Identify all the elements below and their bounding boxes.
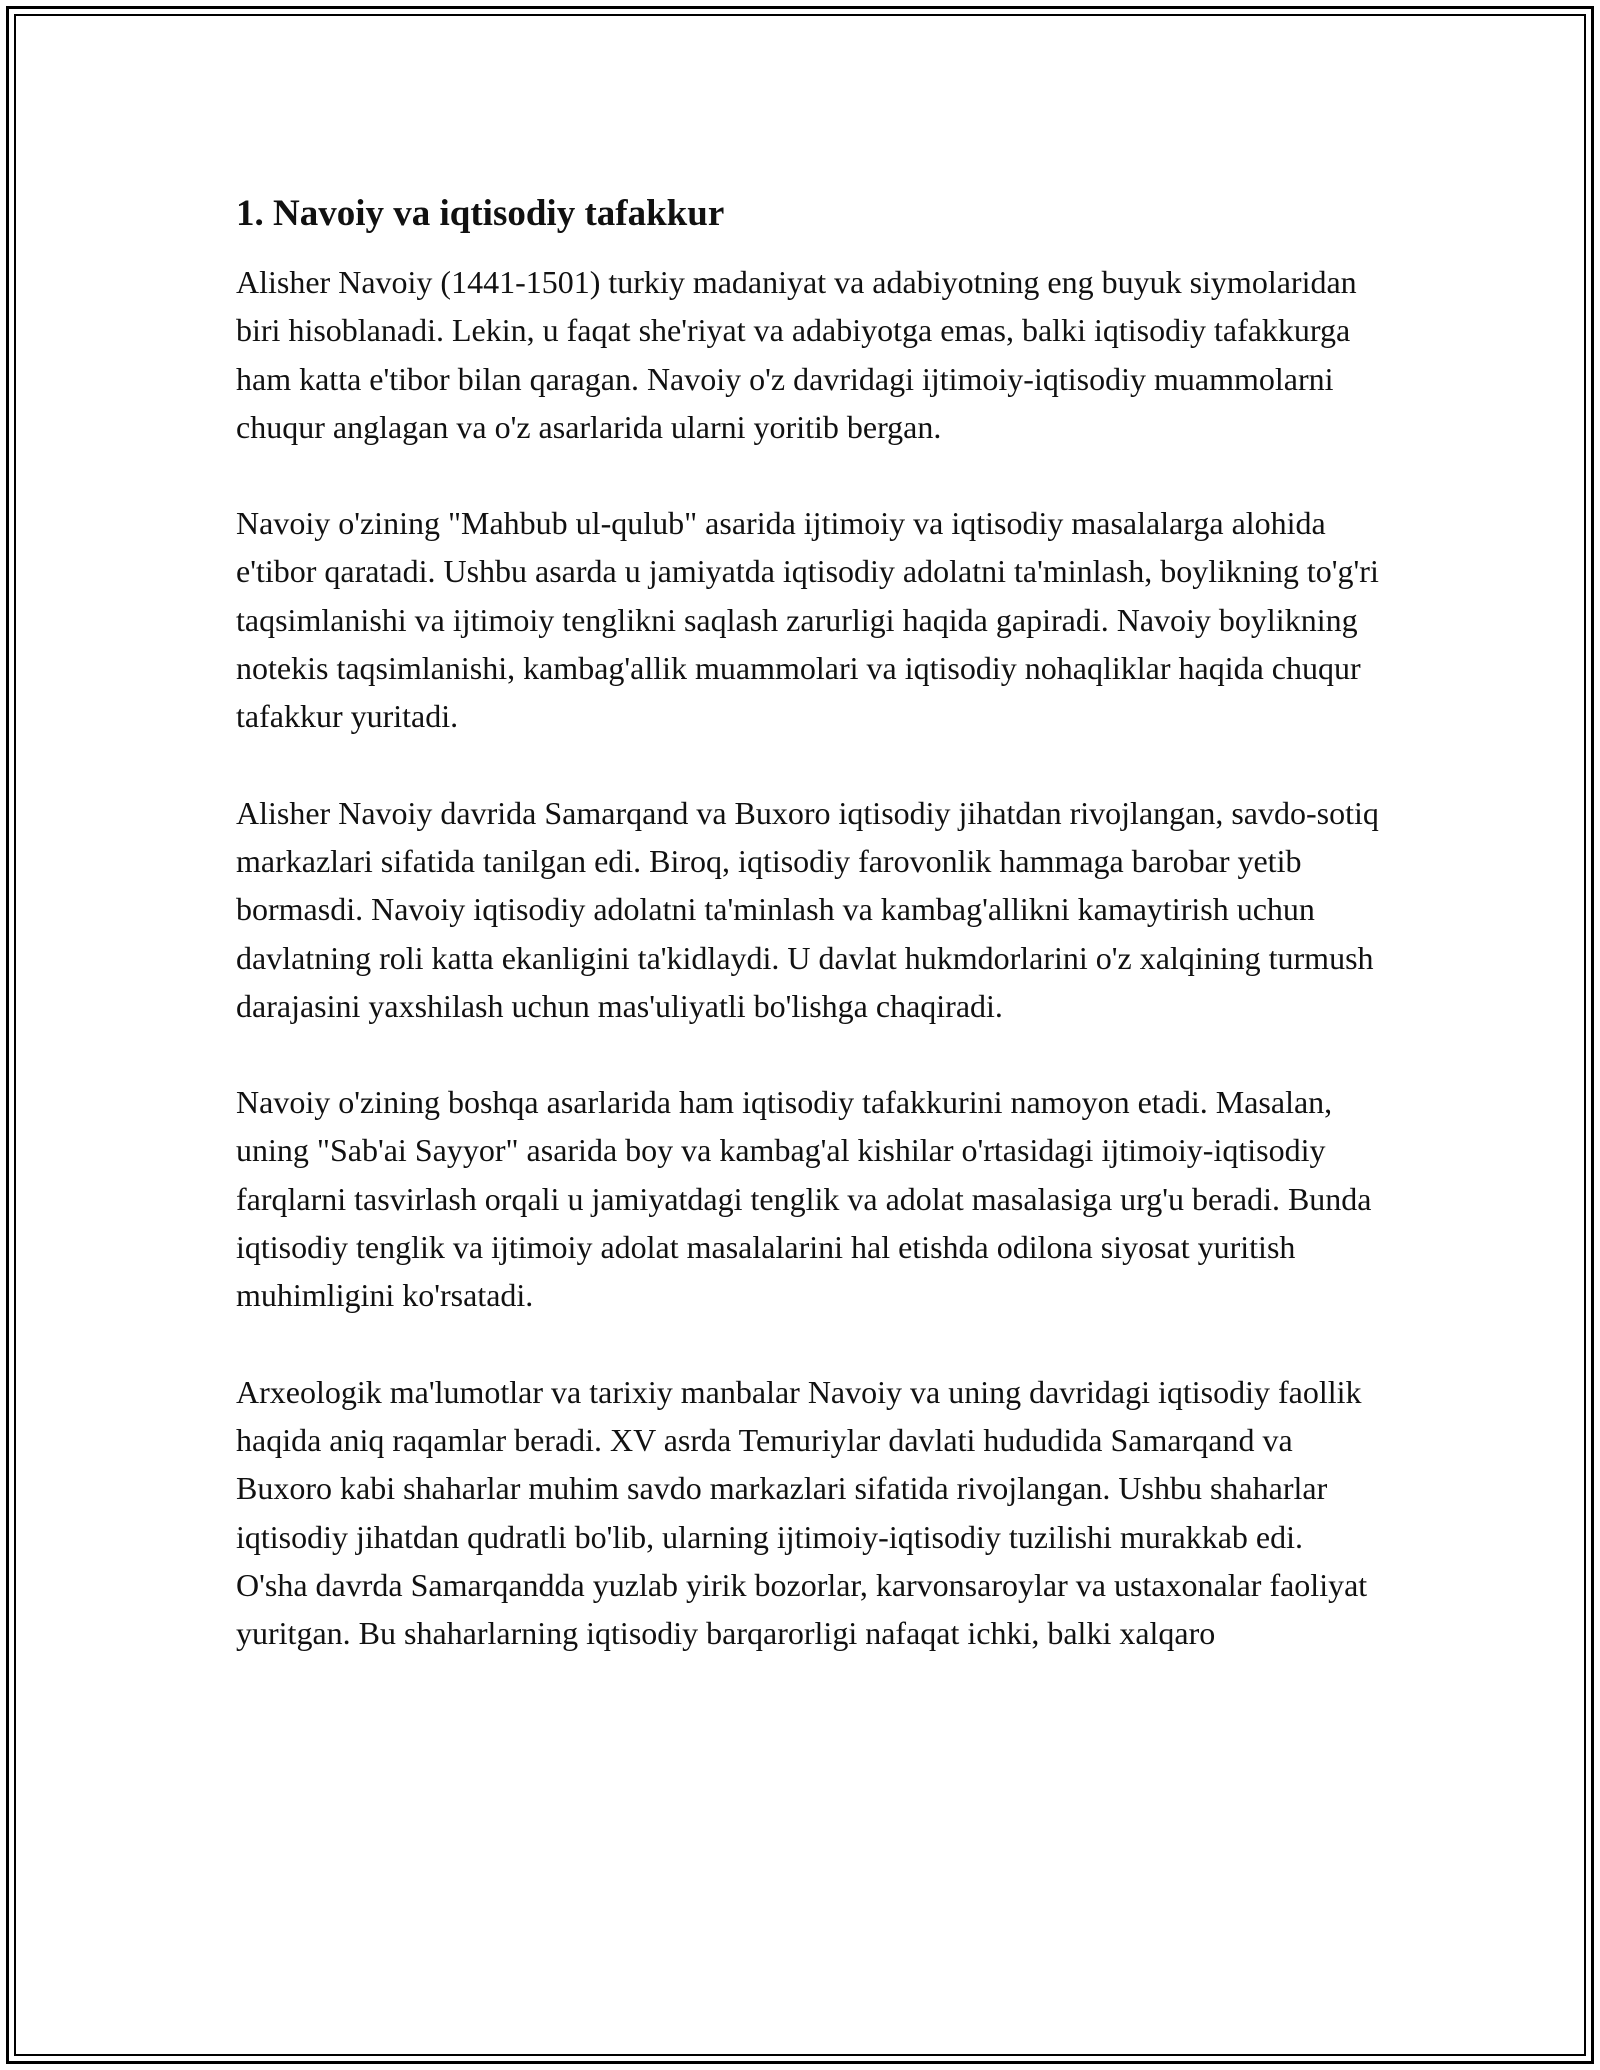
paragraph-1: Alisher Navoiy (1441-1501) turkiy madaniyat va adabiyotning eng buyuk siymolaridan biri hisoblanadi. Lekin, u faqat she'riyat va adabiyotga emas, balki iqtisodiy tafakkurga ham katta e'tibor bilan qaragan. Navoiy o'z davridagi ijtimoiy-iqtisodiy muammolarni chuqur anglagan va o'z asarlarida ularni yoritib bergan.	[236, 264, 1357, 445]
paragraph-3: Alisher Navoiy davrida Samarqand va Buxoro iqtisodiy jihatdan rivojlangan, savdo-sotiq markazlari sifatida tanilgan edi. Biroq, iqtisodiy farovonlik hammaga barobar yetib bormasdi. Navoiy iqtisodiy adolatni ta'minlash va kambag'allikni kamaytirish uchun davlatning roli katta ekanligini ta'kidlaydi. U davlat hukmdorlarini o'z xalqining turmush darajasini yaxshilash uchun mas'uliyatli bo'lishga chaqiradi.	[236, 794, 1379, 1024]
paragraph-2: Navoiy o'zining "Mahbub ul-qulub" asarida ijtimoiy va iqtisodiy masalalarga alohida e'tibor qaratadi. Ushbu asarda u jamiyatda iqtisodiy adolatni ta'minlash, boylikning to'g'ri taqsimlanishi va ijtimoiy tenglikni saqlash zarurligi haqida gapiradi. Navoiy boylikning notekis taqsimlanishi, kambag'allik muammolari va iqtisodiy nohaqliklar haqida chuqur tafakkur yuritadi.	[236, 505, 1379, 735]
paragraph-5: Arxeologik ma'lumotlar va tarixiy manbalar Navoiy va uning davridagi iqtisodiy faollik haqida aniq raqamlar beradi. XV asrda Temuriylar davlati hududida Samarqand va Buxoro kabi shaharlar muhim savdo markazlari sifatida rivojlangan. Ushbu shaharlar iqtisodiy jihatdan qudratli bo'lib, ularning ijtimoiy-iqtisodiy tuzilishi murakkab edi. O'sha davrda Samarqandda yuzlab yirik bozorlar, karvonsaroylar va ustaxonalar faoliyat yuritgan. Bu shaharlarning iqtisodiy barqarorligi nafaqat ichki, balki xalqaro	[236, 1373, 1368, 1652]
paragraph-4: Navoiy o'zining boshqa asarlarida ham iqtisodiy tafakkurini namoyon etadi. Masalan, uning "Sab'ai Sayyor" asarida boy va kambag'al kishilar o'rtasidagi ijtimoiy-iqtisodiy farqlarni tasvirlash orqali u jamiyatdagi tenglik va adolat masalasiga urg'u beradi. Bunda iqtisodiy tenglik va ijtimoiy adolat masalalarini hal etishda odilona siyosat yuritish muhimligini ko'rsatadi.	[236, 1084, 1372, 1314]
document-body	[236, 188, 1381, 1705]
section-heading: 1. Navoiy va iqtisodiy tafakkur	[236, 193, 725, 234]
